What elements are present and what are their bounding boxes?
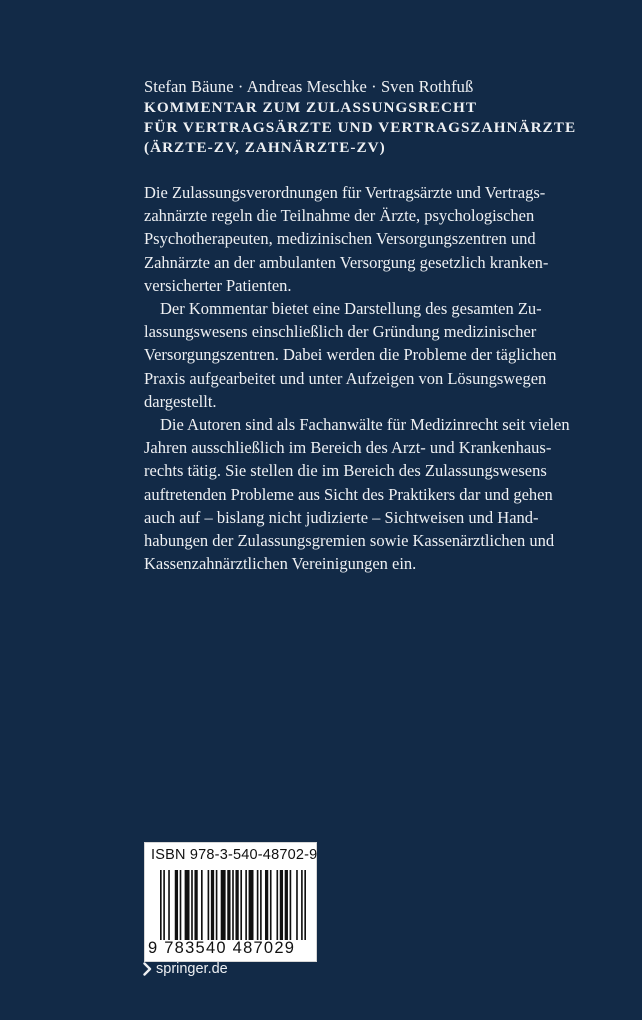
barcode-bar — [185, 870, 190, 940]
isbn-number: ISBN 978-3-540-48702-9 — [151, 847, 318, 863]
barcode-bar — [240, 870, 242, 940]
barcode-bar — [175, 870, 178, 940]
description-line: Jahren ausschließlich im Bereich des Arzt- und Krankenhaus- — [144, 438, 552, 458]
isbn-barcode — [144, 842, 317, 962]
barcode-bar — [232, 870, 234, 940]
description-line: Der Kommentar bietet eine Darstellung des gesamten Zu- — [160, 299, 542, 319]
description-line: versicherter Patienten. — [144, 275, 292, 295]
barcode-bar — [245, 870, 247, 940]
publisher-link[interactable] — [143, 961, 228, 977]
description-line: Zahnärzte an der ambulanten Versorgung gesetzlich kranken- — [144, 252, 549, 272]
barcode-bar — [280, 870, 283, 940]
authors: Stefan Bäune · Andreas Meschke · Sven Rothfuß — [144, 77, 474, 96]
barcode-bar — [227, 870, 230, 940]
barcode-bar — [296, 870, 298, 940]
publisher-url[interactable]: springer.de — [156, 961, 228, 977]
barcode-icon — [160, 870, 306, 940]
barcode-bar — [270, 870, 272, 940]
barcode-bar — [208, 870, 210, 940]
description-line: Die Zulassungsverordnungen für Vertragsärzte und Vertrags- — [144, 183, 546, 202]
description-line: Psychotherapeuten, medizinischen Versorgungszentren und — [144, 229, 536, 249]
description-line: auftretenden Probleme aus Sicht des Praktikers dar und gehen — [144, 484, 553, 504]
barcode-bar — [249, 870, 254, 940]
description-line: zahnärzte regeln die Teilnahme der Ärzte, psychologischen — [144, 206, 535, 226]
barcode-bar — [285, 870, 288, 940]
description-line: Kassenzahnärztlichen Vereinigungen ein. — [144, 554, 417, 574]
book-description — [144, 181, 614, 575]
book-title-line-1: KOMMENTAR ZUM ZULASSUNGSRECHT — [144, 99, 478, 116]
description-line: Praxis aufgearbeitet und unter Aufzeigen von Lösungswegen — [144, 368, 547, 388]
barcode-bar — [257, 870, 259, 940]
barcode-bar — [168, 870, 170, 940]
description-line: dargestellt. — [144, 391, 217, 411]
barcode-bar — [163, 870, 165, 940]
barcode-bar — [235, 870, 238, 940]
barcode-bar — [265, 870, 268, 940]
description-line: Die Autoren sind als Fachanwälte für Medizinrecht seit vielen — [160, 415, 570, 435]
barcode-digits: 9 783540 487029 — [148, 939, 296, 957]
description-line: Versorgungszentren. Dabei werden die Probleme der täglichen — [144, 345, 557, 365]
book-title-line-3: (ÄRZTE-ZV, ZAHNÄRZTE-ZV) — [144, 139, 386, 156]
barcode-bar — [180, 870, 182, 940]
description-line: rechts tätig. Sie stellen die im Bereich des Zulassungswesens — [144, 461, 547, 481]
barcode-bar — [290, 870, 292, 940]
barcode-bar — [260, 870, 262, 940]
barcode-bar — [304, 870, 306, 940]
description-line: habungen der Zulassungsgremien sowie Kassenärztlichen und — [144, 531, 555, 551]
barcode-bar — [201, 870, 203, 940]
barcode-bar — [160, 870, 162, 940]
chevron-right-icon — [143, 962, 152, 976]
description-line: lassungswesens einschließlich der Gründung medizinischer — [144, 322, 537, 342]
barcode-bar — [211, 870, 214, 940]
back-cover-header — [144, 76, 614, 158]
barcode-bar — [221, 870, 226, 940]
book-title-line-2: FÜR VERTRAGSÄRZTE UND VERTRAGSZAHNÄRZTE — [144, 119, 577, 136]
barcode-bar — [194, 870, 197, 940]
barcode-bar — [191, 870, 193, 940]
barcode-bar — [216, 870, 218, 940]
barcode-bar — [276, 870, 278, 940]
description-line: auch auf – bislang nicht judizierte – Sichtweisen und Hand- — [144, 507, 539, 527]
barcode-bar — [301, 870, 303, 940]
